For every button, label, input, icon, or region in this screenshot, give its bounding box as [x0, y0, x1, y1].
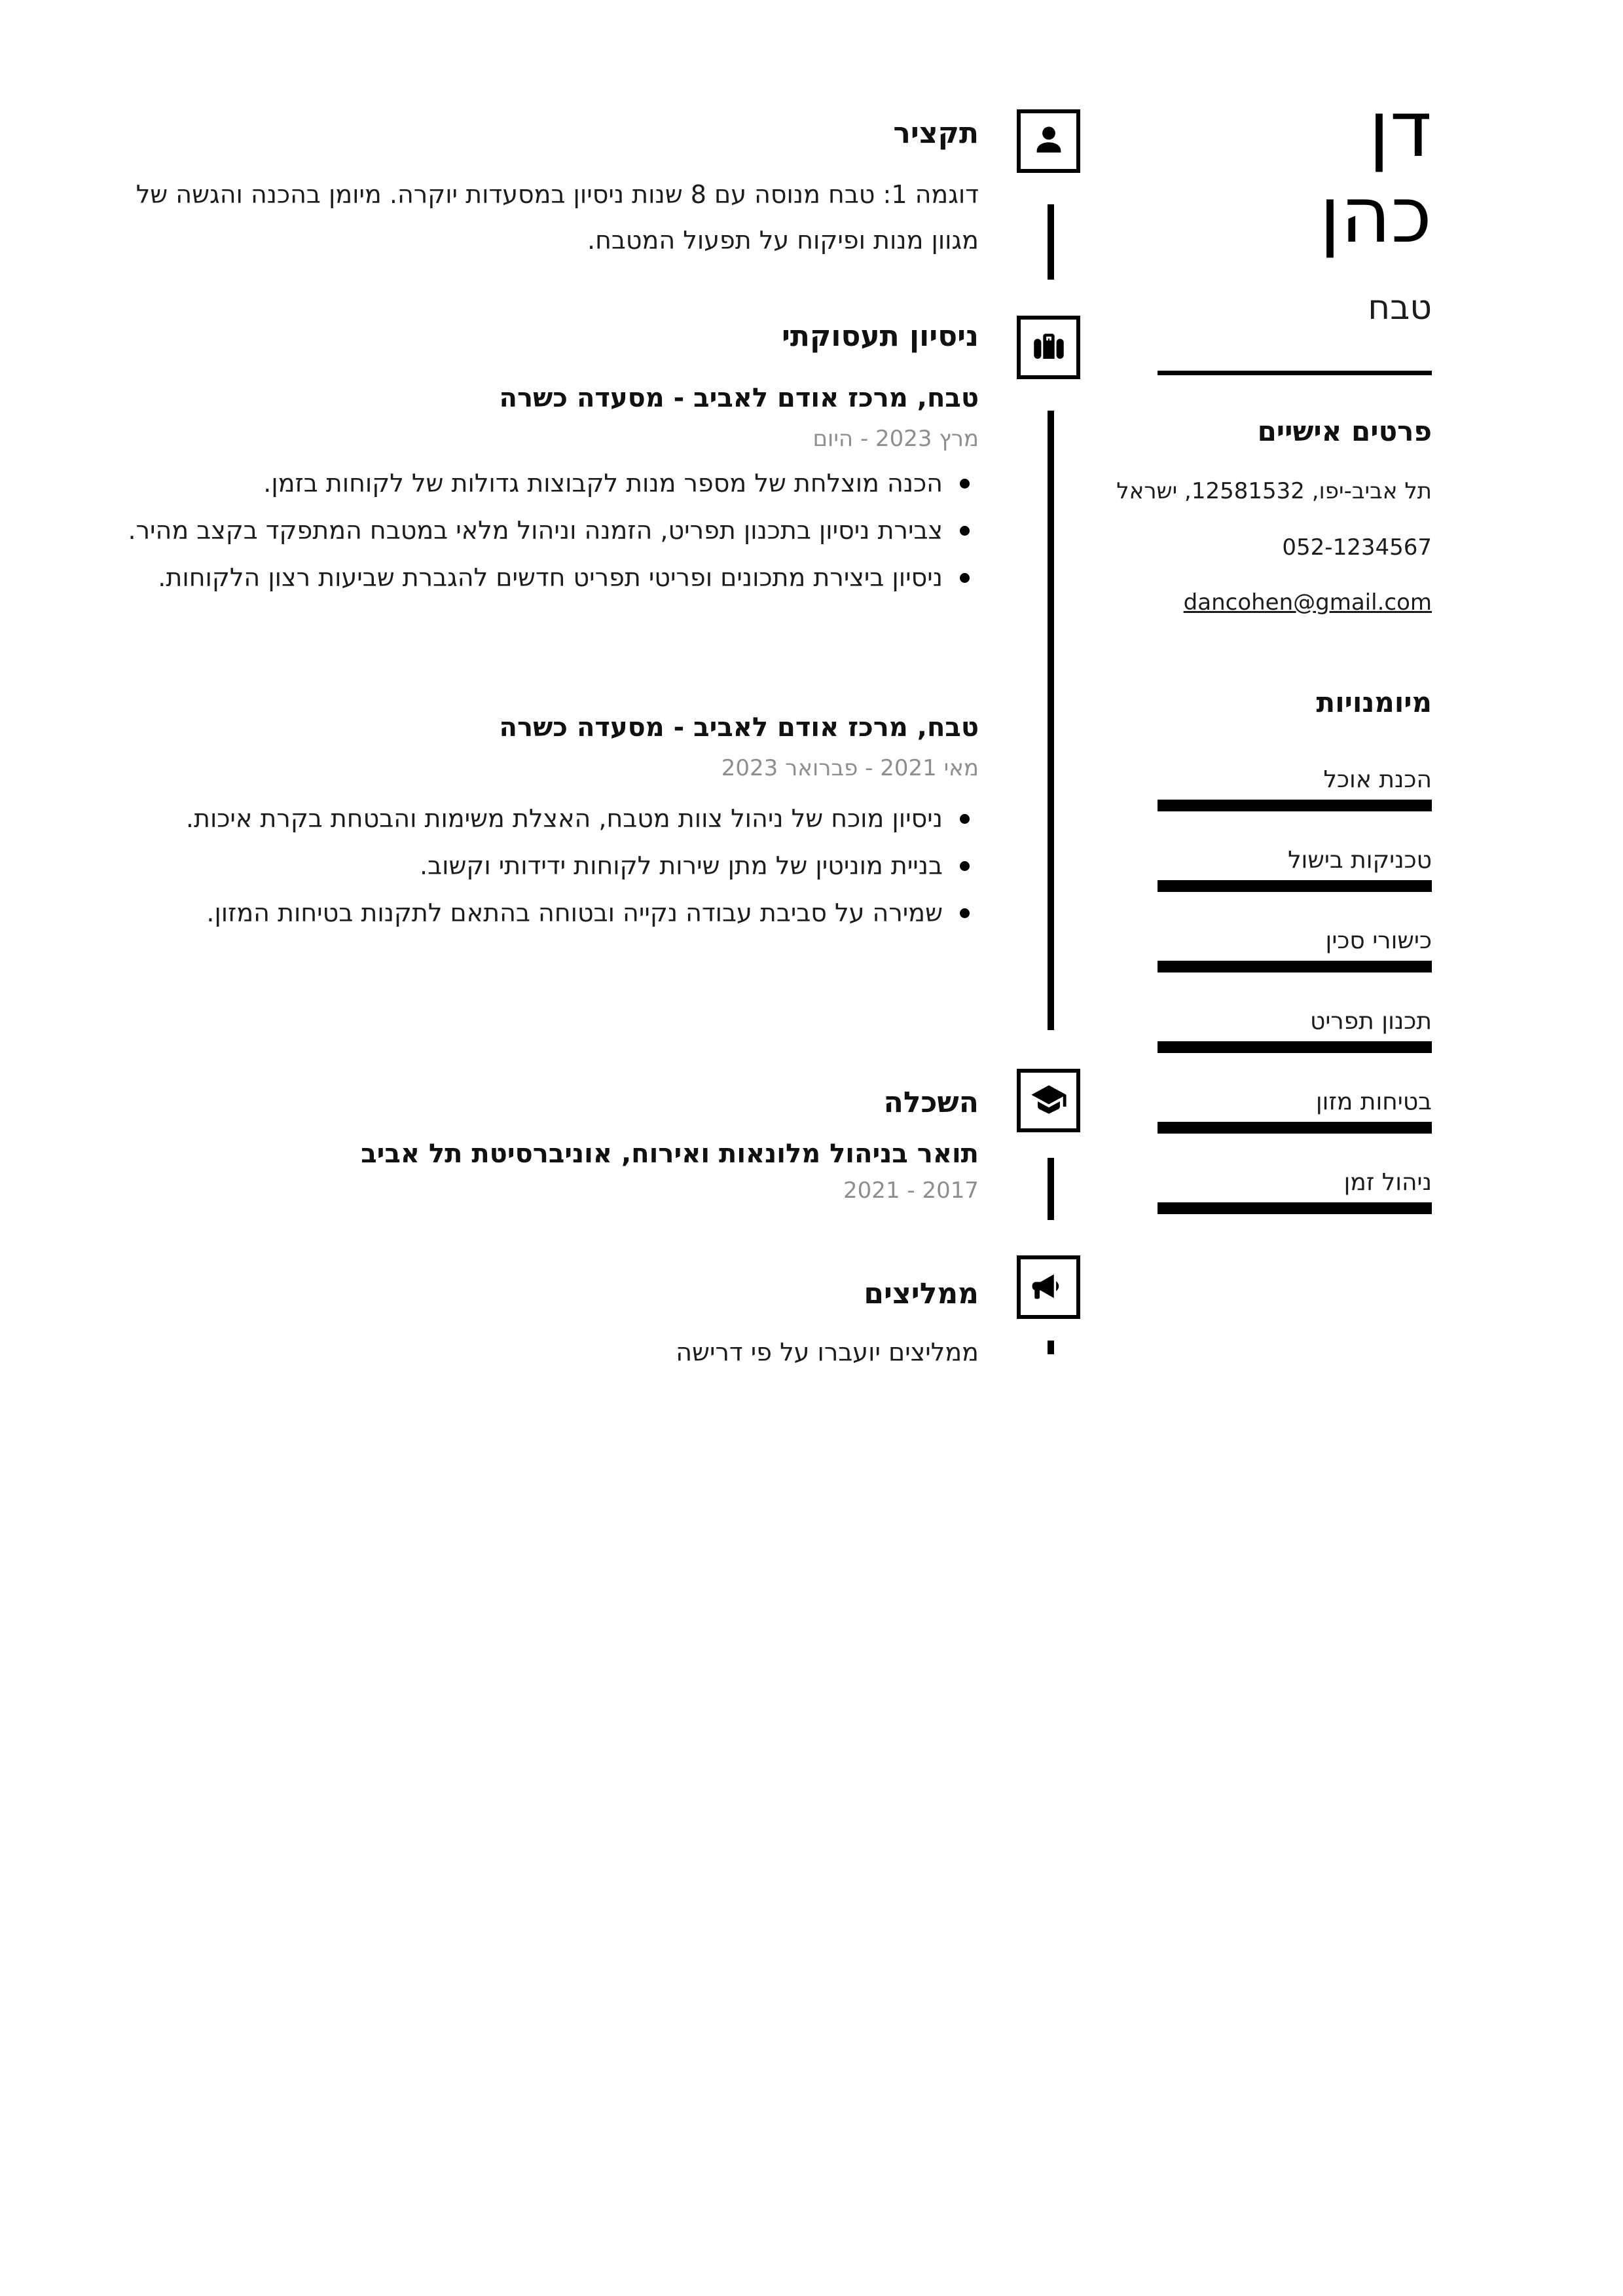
skill-level-bar [1158, 961, 1432, 972]
experience-heading: ניסיון תעסוקתי [781, 320, 979, 353]
candidate-name [1158, 86, 1432, 258]
skills-list [1158, 766, 1432, 1249]
skill-item [1158, 766, 1432, 846]
education-degree: תואר בניהול מלונאות ואירוח, אוניברסיטת תל אביב [361, 1139, 979, 1169]
job-title: טבח, מרכז אודם לאביב - מסעדה כשרה [499, 713, 979, 743]
job-bullet: צבירת ניסיון בתכנון תפריט, הזמנה וניהול מלאי במטבח המתפקד בקצב מהיר. [108, 507, 979, 554]
skill-level-bar [1158, 800, 1432, 811]
email-link[interactable]: dancohen@gmail.com [1183, 589, 1432, 616]
skill-label: טכניקות בישול [1288, 847, 1432, 874]
summary-heading: תקציר [893, 117, 979, 150]
skill-label: הכנת אוכל [1323, 766, 1432, 793]
briefcase-icon [1030, 327, 1068, 368]
contact-phone: 052-1234567 [1282, 534, 1432, 561]
skill-level-bar [1158, 880, 1432, 892]
references-heading: ממליצים [864, 1277, 979, 1310]
job-dates: מרץ 2023 - היום [812, 426, 979, 452]
skill-label: כישורי סכין [1325, 927, 1432, 954]
references-icon-box [1017, 1255, 1080, 1319]
job-bullet: הכנה מוצלחת של מספר מנות לקבוצות גדולות של לקוחות בזמן. [108, 460, 979, 507]
skills-heading: מיומנויות [1316, 686, 1432, 718]
timeline-segment [1048, 1341, 1054, 1354]
education-icon-box [1017, 1069, 1080, 1132]
job-bullet: בניית מוניטין של מתן שירות לקוחות ידידותי וקשוב. [108, 842, 979, 889]
last-name: כהן [1319, 170, 1432, 260]
job-title: טבח, מרכז אודם לאביב - מסעדה כשרה [499, 383, 979, 413]
megaphone-icon [1030, 1267, 1068, 1308]
skill-item [1158, 1088, 1432, 1168]
contact-email [1158, 588, 1432, 617]
education-dates: 2017 - 2021 [843, 1177, 979, 1204]
contact-heading: פרטים אישיים [1257, 415, 1432, 447]
skill-label: ניהול זמן [1343, 1169, 1432, 1196]
education-heading: השכלה [883, 1086, 979, 1119]
skill-item [1158, 1007, 1432, 1088]
job-bullet: ניסיון ביצירת מתכונים ופריטי תפריט חדשים להגברת שביעות רצון הלקוחות. [108, 554, 979, 601]
timeline-segment [1048, 411, 1054, 1030]
candidate-role: טבח [1368, 288, 1432, 327]
job-bullet-list [108, 795, 979, 936]
references-text: ממליצים יועברו על פי דרישה [676, 1338, 979, 1367]
skill-label: בטיחות מזון [1315, 1088, 1432, 1115]
person-icon [1030, 121, 1068, 162]
skill-level-bar [1158, 1122, 1432, 1134]
timeline-segment [1048, 1158, 1054, 1220]
skill-item [1158, 1168, 1432, 1249]
experience-icon-box [1017, 316, 1080, 379]
summary-text: דוגמה 1: טבח מנוסה עם 8 שנות ניסיון במסעדות יוקרה. מיומן בהכנה והגשה של מגוון מנות ופיקוח על תפעול המטבח. [136, 180, 979, 255]
skill-level-bar [1158, 1041, 1432, 1053]
sidebar-divider [1158, 371, 1432, 375]
skill-item [1158, 846, 1432, 927]
summary-icon-box [1017, 109, 1080, 173]
skill-level-bar [1158, 1202, 1432, 1214]
job-bullet-list [108, 460, 979, 601]
job-bullet: שמירה על סביבת עבודה נקייה ובטוחה בהתאם לתקנות בטיחות המזון. [108, 889, 979, 936]
graduation-cap-icon [1030, 1081, 1068, 1121]
job-dates: מאי 2021 - פברואר 2023 [721, 755, 979, 781]
skill-item [1158, 927, 1432, 1007]
skill-label: תכנון תפריט [1309, 1008, 1432, 1035]
timeline-segment [1048, 204, 1054, 280]
contact-address: תל אביב-יפו, 12581532, ישראל [1116, 478, 1432, 504]
job-bullet: ניסיון מוכח של ניהול צוות מטבח, האצלת משימות והבטחת בקרת איכות. [108, 795, 979, 842]
first-name: דן [1368, 84, 1432, 174]
